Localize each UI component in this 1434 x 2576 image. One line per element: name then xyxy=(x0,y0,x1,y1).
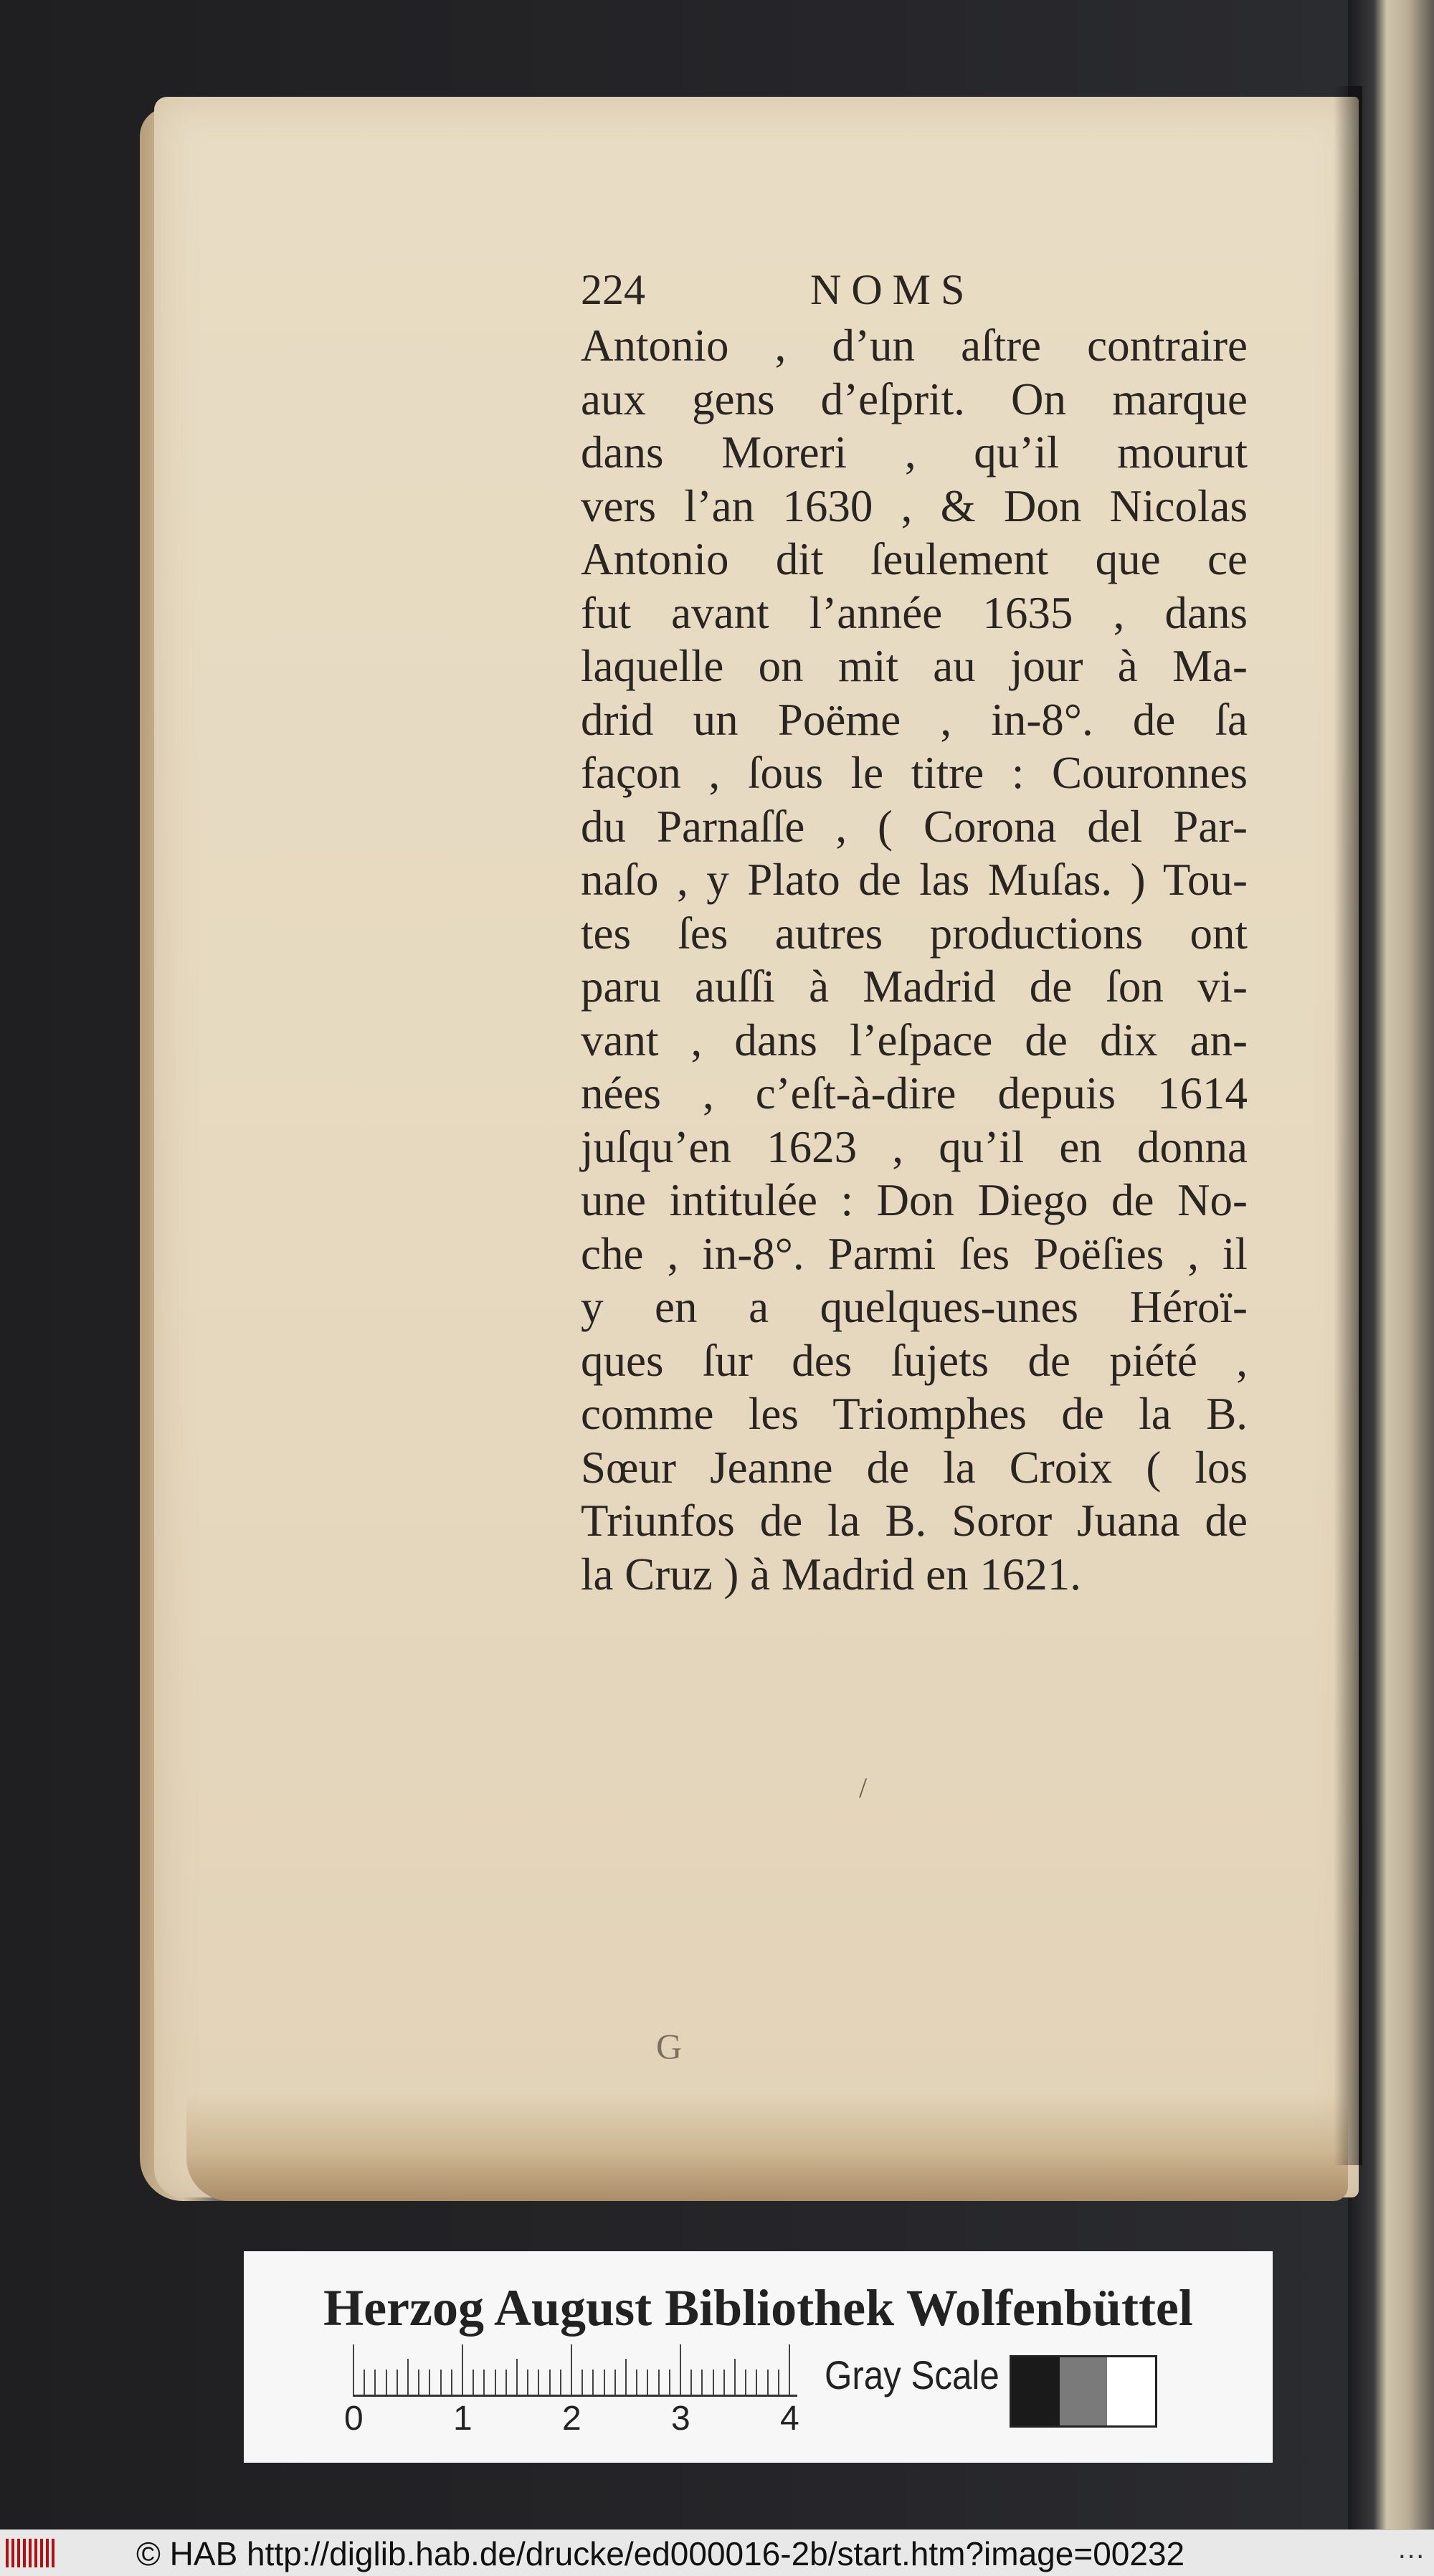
ruler-tick xyxy=(495,2370,496,2395)
text-line: ques ſur des ſujets de piété , xyxy=(581,1335,1248,1386)
color-calibration-card xyxy=(244,2251,1273,2463)
library-name: Herzog August Bibliothek Wolfenbüttel xyxy=(323,2279,1193,2337)
text-line: y en a quelques-unes Héroï- xyxy=(581,1282,1248,1332)
status-url-text[interactable]: © HAB http://diglib.hab.de/drucke/ed000016-2b/start.htm?image=00232 xyxy=(136,2535,1185,2572)
ruler-tick xyxy=(625,2359,627,2395)
text-line: drid un Poëme , in-8°. de ſa xyxy=(581,694,1248,745)
ruler-tick xyxy=(745,2370,746,2395)
text-line: che , in-8°. Parmi ſes Poëſies , il xyxy=(581,1228,1248,1279)
page-edge-bottom xyxy=(186,2093,1348,2201)
ruler-tick xyxy=(374,2370,376,2395)
text-line: laquelle on mit au jour à Ma- xyxy=(581,641,1248,691)
ruler-tick xyxy=(614,2370,616,2395)
ruler-tick xyxy=(407,2359,409,2395)
running-head: NOMS xyxy=(810,266,975,313)
ruler-tick xyxy=(527,2370,528,2395)
text-line: nées , c’eſt-à-dire depuis 1614 xyxy=(581,1068,1248,1118)
ruler-tick xyxy=(483,2370,485,2395)
ruler-tick xyxy=(778,2370,779,2395)
text-line: fut avant l’année 1635 , dans xyxy=(581,587,1248,638)
text-line: la Cruz ) à Madrid en 1621. xyxy=(581,1549,1082,1600)
text-line: Antonio , d’un aſtre contraire xyxy=(581,320,1248,371)
gray-scale-swatches xyxy=(1010,2355,1157,2428)
ruler-tick xyxy=(756,2370,757,2395)
text-line: Sœur Jeanne de la Croix ( los xyxy=(581,1442,1248,1493)
text-line: vers l’an 1630 , & Don Nicolas xyxy=(581,480,1248,531)
ruler-tick xyxy=(571,2344,572,2395)
scale-label: 4 xyxy=(780,2400,799,2438)
ruler-tick xyxy=(581,2370,583,2395)
ruler-tick xyxy=(658,2370,660,2395)
ruler-tick xyxy=(462,2344,463,2395)
text-line: paru auſſi à Madrid de ſon vi- xyxy=(581,961,1248,1012)
ruler-tick xyxy=(560,2370,561,2395)
ruler-tick xyxy=(789,2344,790,2395)
ruler-tick xyxy=(713,2370,714,2395)
scale-label: 2 xyxy=(562,2400,581,2438)
ruler-tick xyxy=(680,2344,681,2395)
text-line: naſo , y Plato de las Muſas. ) Tou- xyxy=(581,855,1248,905)
ruler-tick xyxy=(505,2370,507,2395)
text-line: Triunfos de la B. Soror Juana de xyxy=(581,1496,1248,1546)
page-number: 224 xyxy=(581,266,645,313)
ruler-tick xyxy=(397,2370,398,2395)
gray-swatch-mid xyxy=(1060,2357,1108,2425)
text-line: du Parnaſſe , ( Corona del Par- xyxy=(581,801,1248,852)
gutter-shadow xyxy=(1334,86,1362,2165)
ruler-tick xyxy=(647,2370,648,2395)
ruler-tick xyxy=(516,2359,518,2395)
scale-label: 1 xyxy=(453,2400,473,2438)
ruler-tick xyxy=(604,2370,605,2395)
more-icon[interactable]: … xyxy=(1397,2533,1425,2565)
ruler-tick xyxy=(669,2370,670,2395)
ruler-tick xyxy=(592,2370,594,2395)
page-header xyxy=(581,265,1298,315)
gray-swatch-dark xyxy=(1012,2357,1060,2425)
text-line: dans Moreri , qu’il mourut xyxy=(581,427,1248,477)
marginal-mark: / xyxy=(859,1772,868,1804)
ruler-tick xyxy=(636,2370,637,2395)
scale-ruler xyxy=(353,2344,797,2397)
text-line: façon , ſous le titre : Couronnes xyxy=(581,748,1248,798)
ruler-tick xyxy=(364,2370,365,2395)
hab-logo-icon xyxy=(6,2539,57,2567)
ruler-tick xyxy=(353,2344,354,2395)
gray-swatch-light xyxy=(1107,2357,1155,2425)
ruler-tick xyxy=(473,2370,474,2395)
ruler-tick xyxy=(451,2370,452,2395)
ruler-tick xyxy=(723,2370,725,2395)
marginal-mark: G xyxy=(656,2026,683,2066)
ruler-tick xyxy=(440,2370,442,2395)
text-line: tes ſes autres productions ont xyxy=(581,908,1248,959)
ruler-tick xyxy=(386,2370,387,2395)
ruler-tick xyxy=(538,2370,539,2395)
ruler-tick xyxy=(701,2370,703,2395)
text-line: une intitulée : Don Diego de No- xyxy=(581,1175,1248,1225)
ruler-tick xyxy=(429,2370,430,2395)
ruler-tick xyxy=(549,2370,551,2395)
text-line: Antonio dit ſeulement que ce xyxy=(581,534,1248,584)
status-bar xyxy=(0,2529,1434,2576)
ruler-tick xyxy=(690,2370,692,2395)
text-line: comme les Triomphes de la B. xyxy=(581,1389,1248,1439)
gray-scale-label: Gray Scale xyxy=(825,2352,999,2397)
ruler-tick xyxy=(767,2370,769,2395)
scale-label: 3 xyxy=(671,2400,690,2438)
ruler-tick xyxy=(418,2370,419,2395)
text-line: juſqu’en 1623 , qu’il en donna xyxy=(581,1121,1248,1172)
scale-label: 0 xyxy=(344,2400,364,2438)
text-line: vant , dans l’eſpace de dix an- xyxy=(581,1014,1248,1065)
page-body-text xyxy=(581,319,1248,1601)
ruler-tick xyxy=(734,2359,736,2395)
text-line: aux gens d’eſprit. On marque xyxy=(581,374,1248,424)
